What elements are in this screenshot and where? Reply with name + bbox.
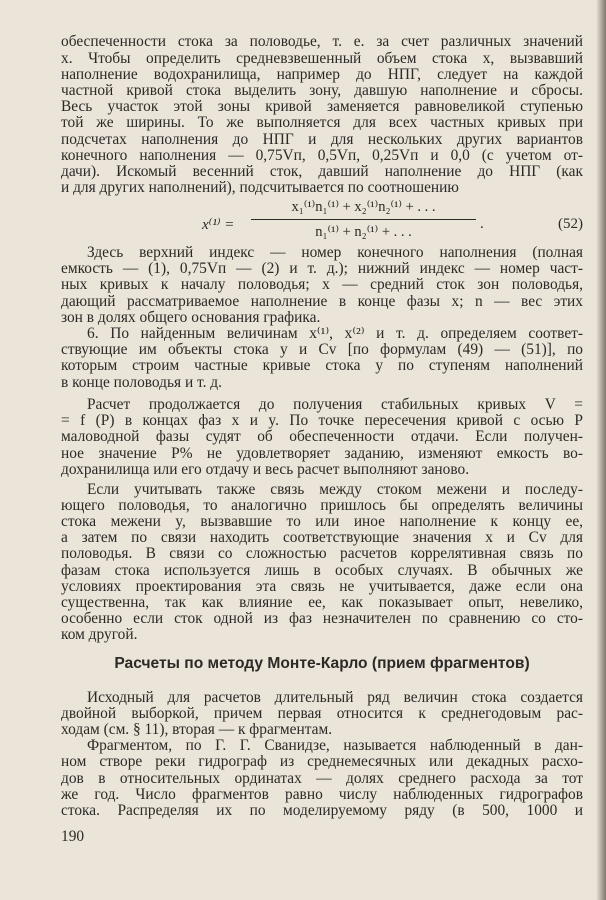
text-line: ком другой. bbox=[61, 626, 138, 643]
text-line: в конце половодья и т. д. bbox=[61, 374, 222, 391]
text-line: 6. По найденным величинам x⁽¹⁾, x⁽²⁾ и т. д. определяем соответ- bbox=[87, 325, 583, 342]
equation-lhs: x⁽¹⁾ = bbox=[202, 217, 235, 233]
text-line: подсчетах наполнения до НПГ и для нескольких других вариантов bbox=[61, 131, 583, 148]
text-line: стока. Распределяя их по моделируемому ряду (в 500, 1000 и bbox=[61, 802, 583, 819]
text-line: Расчет продолжается до получения стабильных кривых V = bbox=[87, 396, 583, 413]
text-line: дов в относительных ординатах — долях среднего расхода за тот bbox=[61, 770, 583, 787]
text-line: Весь участок этой зоны кривой заменяется равновеликой ступенью bbox=[61, 98, 583, 115]
text-line: и для других наполнений), подсчитывается по соотношению bbox=[61, 179, 459, 196]
text-line: наполнение водохранилища, например до НПГ, следует на каждой bbox=[61, 66, 583, 83]
text-line: ходам (см. § 11), вторая — к фрагментам. bbox=[61, 721, 333, 738]
text-line: ствующие им объекты стока y и Cv [по формулам (49) — (51)], по bbox=[61, 341, 583, 358]
text-line: двойной выборкой, причем первая относится к среднегодовым рас- bbox=[61, 705, 583, 722]
text-line: емкость — (1), 0,75Vп — (2) и т. д.); нижний индекс — номер част- bbox=[61, 260, 583, 277]
text-line: ных кривых к началу половодья; x — средний сток зон половодья, bbox=[61, 276, 583, 293]
text-line: зон в долях общего основания графика. bbox=[61, 309, 321, 326]
text-line: той же ширины. То же выполняется для всех частных кривых при bbox=[61, 114, 583, 131]
text-line: = f (P) в концах фаз x и y. По точке пересечения кривой с осью P bbox=[61, 412, 583, 429]
text-line: Здесь верхний индекс — номер конечного наполнения (полная bbox=[87, 244, 583, 261]
text-line: особенно если сток одной из фаз незначителен по сравнению со сто- bbox=[61, 610, 583, 627]
text-line: дающий рассматриваемое наполнение в конце фазы x; n — вес этих bbox=[61, 293, 583, 310]
text-line: существенна, так как влияние ее, как показывает опыт, невелико, bbox=[61, 594, 583, 611]
equation-number: (52) bbox=[558, 216, 583, 232]
text-line: дачи). Искомый весенний сток, давший наполнение до НПГ (как bbox=[61, 163, 583, 180]
text-line: фазам стока используется лишь в особых случаях. В обычных же bbox=[61, 562, 583, 579]
text-line: же год. Число фрагментов равно числу наблюденных гидрографов bbox=[61, 786, 583, 803]
text-line: а затем по связи находить соответствующие значения x и Cv для bbox=[61, 529, 583, 546]
text-line: ное значение P% не удовлетворяет заданию, изменяют емкость во- bbox=[61, 445, 583, 462]
page-number: 190 bbox=[61, 828, 85, 845]
text-line: половодья. В связи со сложностью расчетов коррелятивная связь по bbox=[61, 545, 583, 562]
fraction-bar bbox=[251, 219, 476, 220]
text-line: обеспеченности стока за половодье, т. е. за счет различных значений bbox=[61, 33, 583, 50]
equation-numerator: x₁⁽¹⁾n₁⁽¹⁾ + x₂⁽¹⁾n₂⁽¹⁾ + . . . bbox=[291, 199, 436, 215]
text-line: Если учитывать также связь между стоком межени и последу- bbox=[87, 481, 583, 498]
section-heading: Расчеты по методу Монте-Карло (прием фрагментов) bbox=[114, 655, 530, 672]
equation-denominator: n₁⁽¹⁾ + n₂⁽¹⁾ + . . . bbox=[315, 224, 412, 240]
text-line: ном створе реки гидрограф из среднемесячных или декадных расхо- bbox=[61, 753, 583, 770]
text-line: Исходный для расчетов длительный ряд величин стока создается bbox=[87, 689, 583, 706]
text-line: условиях проектирования эта связь не учитывается, даже если она bbox=[61, 578, 583, 595]
text-line: дохранилища или его отдачу и весь расчет выполняют заново. bbox=[61, 461, 470, 478]
equation-period: . bbox=[480, 216, 484, 232]
text-line: маловодной фазы судят об обеспеченности отдачи. Если получен- bbox=[61, 428, 583, 445]
text-line: ющего половодья, то аналогично пришлось бы определять величины bbox=[61, 497, 583, 514]
text-line: Фрагментом, по Г. Г. Сванидзе, называется наблюденный в дан- bbox=[87, 737, 583, 754]
text-line: x. Чтобы определить средневзвешенный объем стока x, вызвавший bbox=[61, 50, 583, 67]
text-line: частной кривой стока выделить зону, давшую наполнение и сбросы. bbox=[61, 82, 583, 99]
text-line: которым строим частные кривые стока y по ступеням наполнений bbox=[61, 357, 583, 374]
text-line: конечного наполнения — 0,75Vп, 0,5Vп, 0,25Vп и 0,0 (с учетом от- bbox=[61, 147, 583, 164]
text-line: стока межени y, вызвавшие то или иное наполнение к концу ее, bbox=[61, 513, 583, 530]
